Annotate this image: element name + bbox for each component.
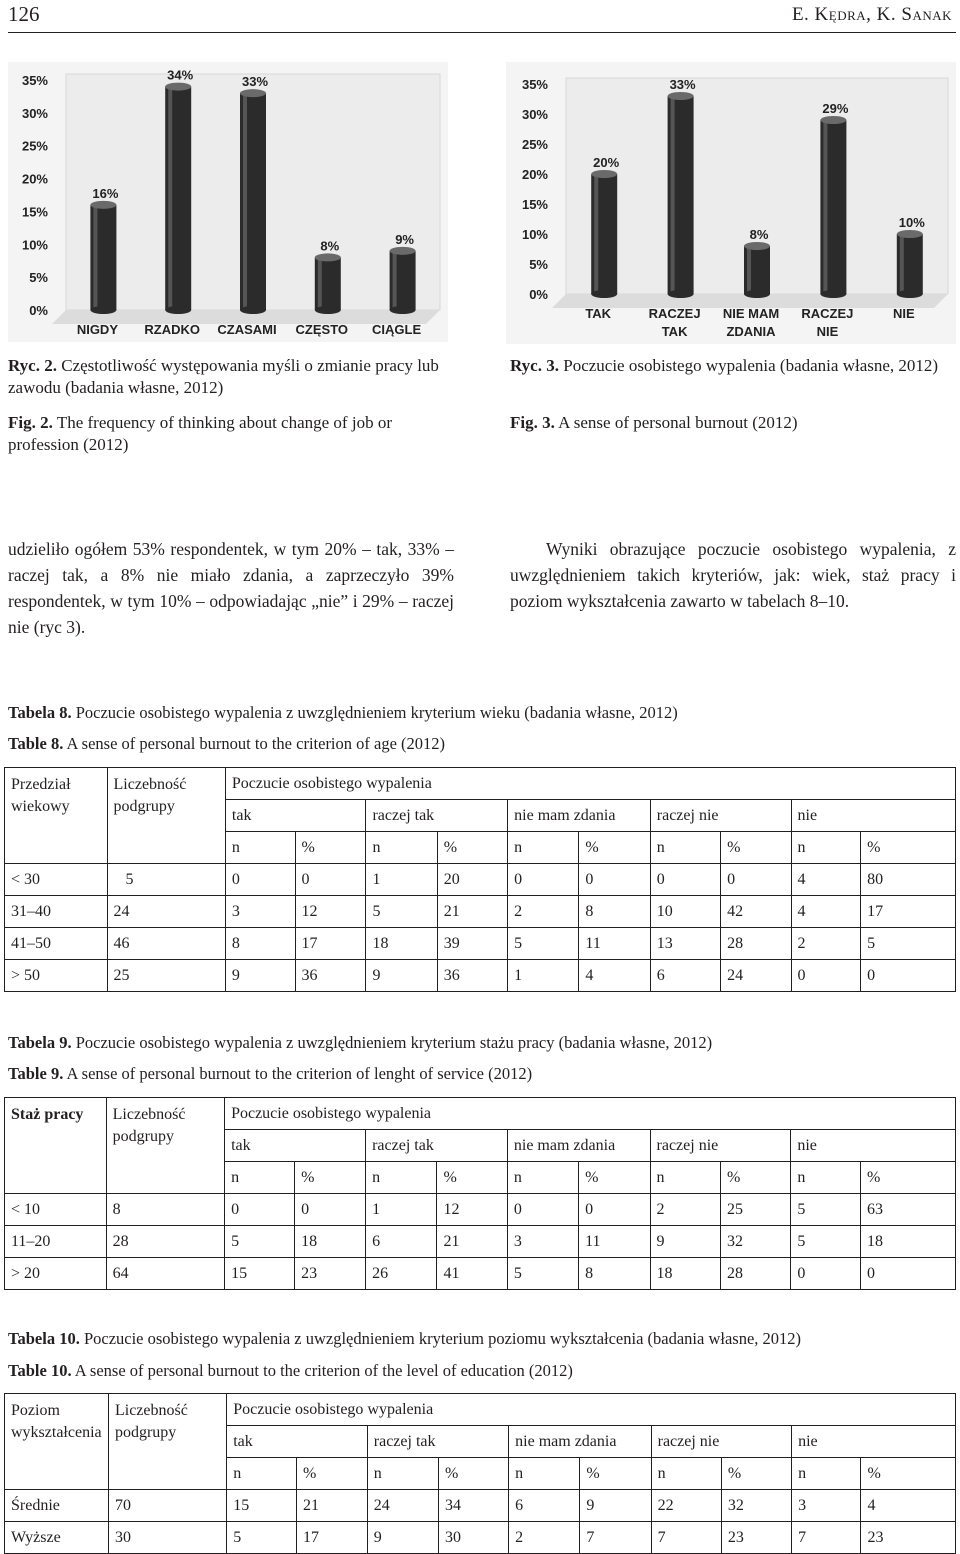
y-tick-label: 5% [529,257,548,272]
table-cell: 18 [650,1258,720,1290]
y-tick-label: 25% [521,137,548,152]
table-cell: 0 [579,864,650,896]
column-header-answer: raczej tak [366,800,508,832]
table-cell: 0 [721,864,791,896]
table-cell: 2 [650,1194,720,1226]
table-title: Poczucie osobistego wypalenia z uwzględnieniem kryterium poziomu wykształcenia (badania własne, 2012) [83,1329,802,1348]
table-cell: 5 [507,1258,578,1290]
row-label-cell: 11–20 [5,1226,107,1258]
table-cell: 18 [366,928,437,960]
table-cell: 25 [720,1194,790,1226]
bar [165,83,191,314]
row-label-cell: < 30 [5,864,108,896]
column-header-answer: tak [225,1130,366,1162]
table-cell: 21 [437,1226,507,1258]
column-header-n-percent: n [225,832,295,864]
table-cell: 3 [792,1490,861,1522]
bar [90,201,116,314]
table-row [5,1194,956,1226]
figure-2-caption-pl [8,355,448,399]
column-header-n-percent: % [721,1458,791,1490]
table-row [5,1490,956,1522]
table-8-caption-en [8,733,956,754]
table-cell: 9 [225,960,295,992]
table-cell: 9 [367,1522,438,1554]
column-header-n-percent: n [650,832,720,864]
table-title: Poczucie osobistego wypalenia z uwzględnieniem kryterium stażu pracy (badania własne, 2012) [75,1033,713,1052]
y-tick-label: 15% [21,204,48,220]
column-header-n-percent: n [792,1458,861,1490]
y-tick-label: 20% [21,171,48,187]
column-header-n-percent: n [227,1458,297,1490]
table-10 [4,1393,956,1554]
column-header-answer: nie [792,1426,956,1458]
column-header-n-percent: % [579,832,650,864]
table-row [5,1226,956,1258]
bar-base [165,306,191,314]
table-cell: 0 [579,1194,650,1226]
table-cell: 8 [579,1258,650,1290]
caption-text: The frequency of thinking about change of job or profession (2012) [8,413,392,454]
column-header-n-percent: % [437,832,507,864]
table-cell: 2 [791,928,861,960]
table-cell: 9 [580,1490,651,1522]
table-cell: 0 [225,1194,295,1226]
bar-top [668,92,694,100]
caption-label: Ryc. 3. [510,356,559,375]
table-cell: 17 [861,896,956,928]
column-header-n-percent: % [579,1162,650,1194]
table-10-caption-pl [8,1328,956,1349]
table-cell: 8 [106,1194,224,1226]
column-header-n-percent: % [861,832,956,864]
column-header-count: Liczebność podgrupy [108,1394,226,1490]
column-header-answer: raczej nie [650,800,791,832]
table-cell: 5 [107,864,225,896]
data-label: 9% [395,231,414,247]
table-cell: 13 [650,928,720,960]
y-tick-label: 15% [521,197,548,212]
table-row [5,1522,956,1554]
table-cell: 21 [297,1490,368,1522]
column-header-burnout: Poczucie osobistego wypalenia [225,768,955,800]
row-label-cell: > 20 [5,1258,107,1290]
column-header-n-percent: n [367,1458,438,1490]
data-label: 8% [320,238,340,254]
table-cell: 0 [861,960,956,992]
body-paragraph-right: Wyniki obrazujące poczucie osobistego wypalenia, z uwzględnieniem takich kryteriów, jak: wiek, staż pracy i poziom wykształcenia zawarto w tabelach 8–10. [510,539,956,611]
y-tick-label: 10% [521,227,548,242]
table-cell: 23 [721,1522,791,1554]
column-header-n-percent: % [721,832,791,864]
column-header-answer: nie mam zdania [507,1130,650,1162]
row-label-cell: 31–40 [5,896,108,928]
table-cell: 0 [791,960,861,992]
row-label-cell: > 50 [5,960,108,992]
table-cell: 0 [295,1194,366,1226]
table-title: Poczucie osobistego wypalenia z uwzględnieniem kryterium wieku (badania własne, 2012) [75,703,678,722]
column-header-answer: raczej tak [366,1130,508,1162]
table-cell: 5 [366,896,437,928]
table-cell: 6 [650,960,720,992]
bar-base [668,290,694,298]
column-header-answer: raczej tak [367,1426,508,1458]
column-header-n-percent: n [791,832,861,864]
bar-top [315,253,341,261]
bar-top [591,170,617,178]
column-header-n-percent: % [295,832,366,864]
table-row [5,1258,956,1290]
data-label: 33% [669,77,696,92]
bar [591,170,617,298]
caption-label: Fig. 3. [510,413,555,432]
table-cell: 32 [721,1490,791,1522]
caption-text: Częstotliwość występowania myśli o zmianie pracy lub zawodu (badania własne, 2012) [8,356,439,397]
y-tick-label: 30% [21,105,48,121]
data-label: 16% [92,185,119,201]
table-cell: 41 [437,1258,507,1290]
x-tick-label: RACZEJ [648,306,701,321]
column-header-n-percent: % [438,1458,508,1490]
table-9-caption-pl [8,1032,956,1053]
bar-highlight [823,120,827,294]
bar-highlight [393,251,397,310]
table-cell: 0 [295,864,366,896]
table-cell: 34 [438,1490,508,1522]
table-cell: 15 [225,1258,295,1290]
bar [820,116,846,298]
table-cell: 36 [295,960,366,992]
running-header-authors: E. Kędra, K. Sanak [791,4,952,25]
table-cell: 32 [720,1226,790,1258]
row-label-cell: Średnie [5,1490,109,1522]
table-cell: 5 [227,1522,297,1554]
y-tick-label: 25% [21,138,48,154]
table-cell: 25 [107,960,225,992]
table-cell: 21 [437,896,507,928]
table-cell: 6 [509,1490,580,1522]
table-cell: 24 [367,1490,438,1522]
bar-base [820,290,846,298]
bar-base [240,306,266,314]
column-header-n-percent: % [295,1162,366,1194]
table-cell: 20 [437,864,507,896]
data-label: 8% [749,227,769,242]
y-tick-label: 0% [529,287,548,302]
column-header-n-percent: n [366,1162,437,1194]
table-label: Table 8. [8,734,64,753]
column-header-n-percent: n [507,1162,578,1194]
figure-2-caption-en [8,412,448,456]
table-cell: 6 [366,1226,437,1258]
table-cell: 24 [107,896,225,928]
table-cell: 3 [225,896,295,928]
table-cell: 11 [579,928,650,960]
table-cell: 1 [508,960,579,992]
table-cell: 12 [437,1194,507,1226]
bar-top [744,242,770,250]
figure-3-caption-en [510,412,950,434]
column-header-n-percent: % [437,1162,507,1194]
body-paragraph-left: udzieliło ogółem 53% respondentek, w tym 20% – tak, 33% – raczej tak, a 8% nie miało zdania, a zaprzeczyło 39% respondentek, w tym 10% – odpowiadając „nie” i 29% – raczej nie (ryc 3). [8,539,454,637]
table-cell: 7 [580,1522,651,1554]
x-tick-label: RACZEJ [801,306,854,321]
table-cell: 12 [295,896,366,928]
bar-highlight [168,87,172,310]
table-cell: 8 [579,896,650,928]
data-label: 10% [898,215,925,230]
table-10-caption-en [8,1360,956,1381]
column-header-count: Liczebność podgrupy [107,768,225,864]
column-header-group: Staż pracy [5,1098,107,1194]
table-cell: 0 [791,1258,861,1290]
table-cell: 0 [225,864,295,896]
column-header-n-percent: n [650,1162,720,1194]
bar [668,92,694,298]
bar [315,253,341,314]
bar-base [744,290,770,298]
bar [897,230,923,298]
table-cell: 28 [721,928,791,960]
table-cell: 11 [579,1226,650,1258]
data-label: 33% [241,74,269,90]
x-tick-label: NIE [892,306,915,321]
table-cell: 23 [861,1522,956,1554]
table-cell: 2 [508,896,579,928]
table-cell: 5 [791,1226,861,1258]
table-cell: 1 [366,1194,437,1226]
table-cell: 5 [508,928,579,960]
data-label: 34% [167,67,194,83]
y-tick-label: 0% [29,303,48,318]
bar-base [315,306,341,314]
column-header-n-percent: % [861,1458,956,1490]
table-cell: 0 [861,1258,956,1290]
column-header-answer: nie mam zdania [508,800,651,832]
table-cell: 80 [861,864,956,896]
column-header-burnout: Poczucie osobistego wypalenia [227,1394,956,1426]
table-header-row [5,1394,956,1426]
table-cell: 26 [366,1258,437,1290]
table-cell: 24 [721,960,791,992]
table-cell: 4 [791,864,861,896]
bar [744,242,770,298]
x-tick-label: TAK [661,324,688,339]
table-cell: 0 [650,864,720,896]
column-header-n-percent: n [791,1162,861,1194]
row-label-cell: Wyższe [5,1522,109,1554]
table-8-caption-pl [8,702,956,723]
table-cell: 18 [861,1226,956,1258]
x-tick-label: RZADKO [144,322,201,337]
header-rule [8,32,956,33]
table-row [5,928,956,960]
column-header-answer: tak [227,1426,368,1458]
table-cell: 36 [437,960,507,992]
y-tick-label: 20% [521,167,548,182]
row-label-cell: < 10 [5,1194,107,1226]
figure-2-bar-chart [8,62,448,342]
table-8 [4,767,956,992]
table-cell: 70 [108,1490,226,1522]
table-cell: 0 [508,864,579,896]
y-tick-label: 30% [521,107,548,122]
table-cell: 28 [106,1226,224,1258]
table-cell: 28 [720,1258,790,1290]
table-cell: 64 [106,1258,224,1290]
table-cell: 30 [108,1522,226,1554]
bar-top [165,83,191,91]
table-cell: 30 [438,1522,508,1554]
bar-base [591,290,617,298]
column-header-n-percent: n [509,1458,580,1490]
table-cell: 4 [579,960,650,992]
table-cell: 8 [225,928,295,960]
table-cell: 1 [366,864,437,896]
table-cell: 5 [225,1226,295,1258]
bar-highlight [243,93,247,310]
bar-base [897,290,923,298]
table-label: Table 10. [8,1361,72,1380]
table-cell: 4 [791,896,861,928]
x-tick-label: CIĄGLE [372,322,422,337]
bar-highlight [93,205,97,310]
table-row [5,896,956,928]
caption-label: Fig. 2. [8,413,53,432]
x-tick-label: NIGDY [76,322,118,337]
table-cell: 46 [107,928,225,960]
table-title: A sense of personal burnout to the criterion of age (2012) [66,734,446,753]
table-title: A sense of personal burnout to the criterion of lenght of service (2012) [66,1064,533,1083]
row-label-cell: 41–50 [5,928,108,960]
table-row [5,864,956,896]
column-header-n-percent: % [580,1458,651,1490]
column-header-n-percent: n [225,1162,295,1194]
caption-text: Poczucie osobistego wypalenia (badania własne, 2012) [563,356,939,375]
bar-highlight [318,257,322,310]
bar-base [390,306,416,314]
table-cell: 17 [297,1522,368,1554]
x-tick-label: TAK [585,306,612,321]
y-tick-label: 10% [21,237,48,253]
table-label: Tabela 8. [8,703,72,722]
table-cell: 63 [861,1194,956,1226]
column-header-n-percent: n [366,832,437,864]
caption-text: A sense of personal burnout (2012) [558,413,798,432]
table-9 [4,1097,956,1290]
bar-top [897,230,923,238]
table-cell: 15 [227,1490,297,1522]
column-header-group: Przedział wiekowy [5,768,108,864]
bar-base [90,306,116,314]
table-cell: 22 [651,1490,721,1522]
y-tick-label: 35% [521,77,548,92]
caption-label: Ryc. 2. [8,356,57,375]
table-row [5,960,956,992]
column-header-answer: raczej nie [650,1130,791,1162]
bar [240,89,266,314]
table-cell: 5 [861,928,956,960]
column-header-count: Liczebność podgrupy [106,1098,224,1194]
data-label: 20% [593,155,620,170]
table-cell: 3 [507,1226,578,1258]
figure-3-caption-pl [510,355,950,377]
table-cell: 10 [650,896,720,928]
table-cell: 4 [861,1490,956,1522]
table-cell: 18 [295,1226,366,1258]
table-9-caption-en [8,1063,956,1084]
table-cell: 39 [437,928,507,960]
x-tick-label: CZĘSTO [295,322,349,337]
table-cell: 42 [721,896,791,928]
bar-highlight [671,96,675,294]
table-cell: 2 [509,1522,580,1554]
bar-top [240,89,266,97]
table-cell: 23 [295,1258,366,1290]
figure-3-bar-chart [506,62,956,344]
column-header-answer: nie mam zdania [509,1426,651,1458]
column-header-n-percent: % [720,1162,790,1194]
bar-highlight [747,246,751,294]
column-header-n-percent: n [508,832,579,864]
bar-top [90,201,116,209]
column-header-answer: raczej nie [651,1426,791,1458]
x-tick-label: CZASAMI [217,322,277,337]
column-header-burnout: Poczucie osobistego wypalenia [225,1098,956,1130]
table-header-row [5,1098,956,1130]
column-header-n-percent: n [651,1458,721,1490]
bar [390,247,416,314]
figure-2-chart [8,62,448,342]
table-header-row [5,768,956,800]
bar-highlight [900,234,904,294]
bar-highlight [594,174,598,294]
column-header-n-percent: % [861,1162,956,1194]
table-cell: 9 [366,960,437,992]
table-cell: 9 [650,1226,720,1258]
y-tick-label: 5% [29,270,48,286]
column-header-n-percent: % [297,1458,368,1490]
x-tick-label: ZDANIA [726,324,776,339]
x-tick-label: NIE MAM [722,306,780,321]
bar-top [390,247,416,255]
column-header-group: Poziom wykształcenia [5,1394,109,1490]
x-tick-label: NIE [816,324,839,339]
table-cell: 7 [792,1522,861,1554]
table-label: Tabela 9. [8,1033,72,1052]
column-header-answer: tak [225,800,366,832]
page-number: 126 [8,2,40,26]
y-tick-label: 35% [21,73,48,88]
data-label: 29% [822,101,849,116]
bar-top [820,116,846,124]
table-title: A sense of personal burnout to the criterion of the level of education (2012) [74,1361,573,1380]
table-label: Table 9. [8,1064,64,1083]
table-label: Tabela 10. [8,1329,80,1348]
column-header-answer: nie [791,1130,956,1162]
table-cell: 5 [791,1194,861,1226]
table-cell: 17 [295,928,366,960]
table-cell: 0 [507,1194,578,1226]
column-header-answer: nie [791,800,955,832]
table-cell: 7 [651,1522,721,1554]
figure-3-chart [506,62,956,344]
